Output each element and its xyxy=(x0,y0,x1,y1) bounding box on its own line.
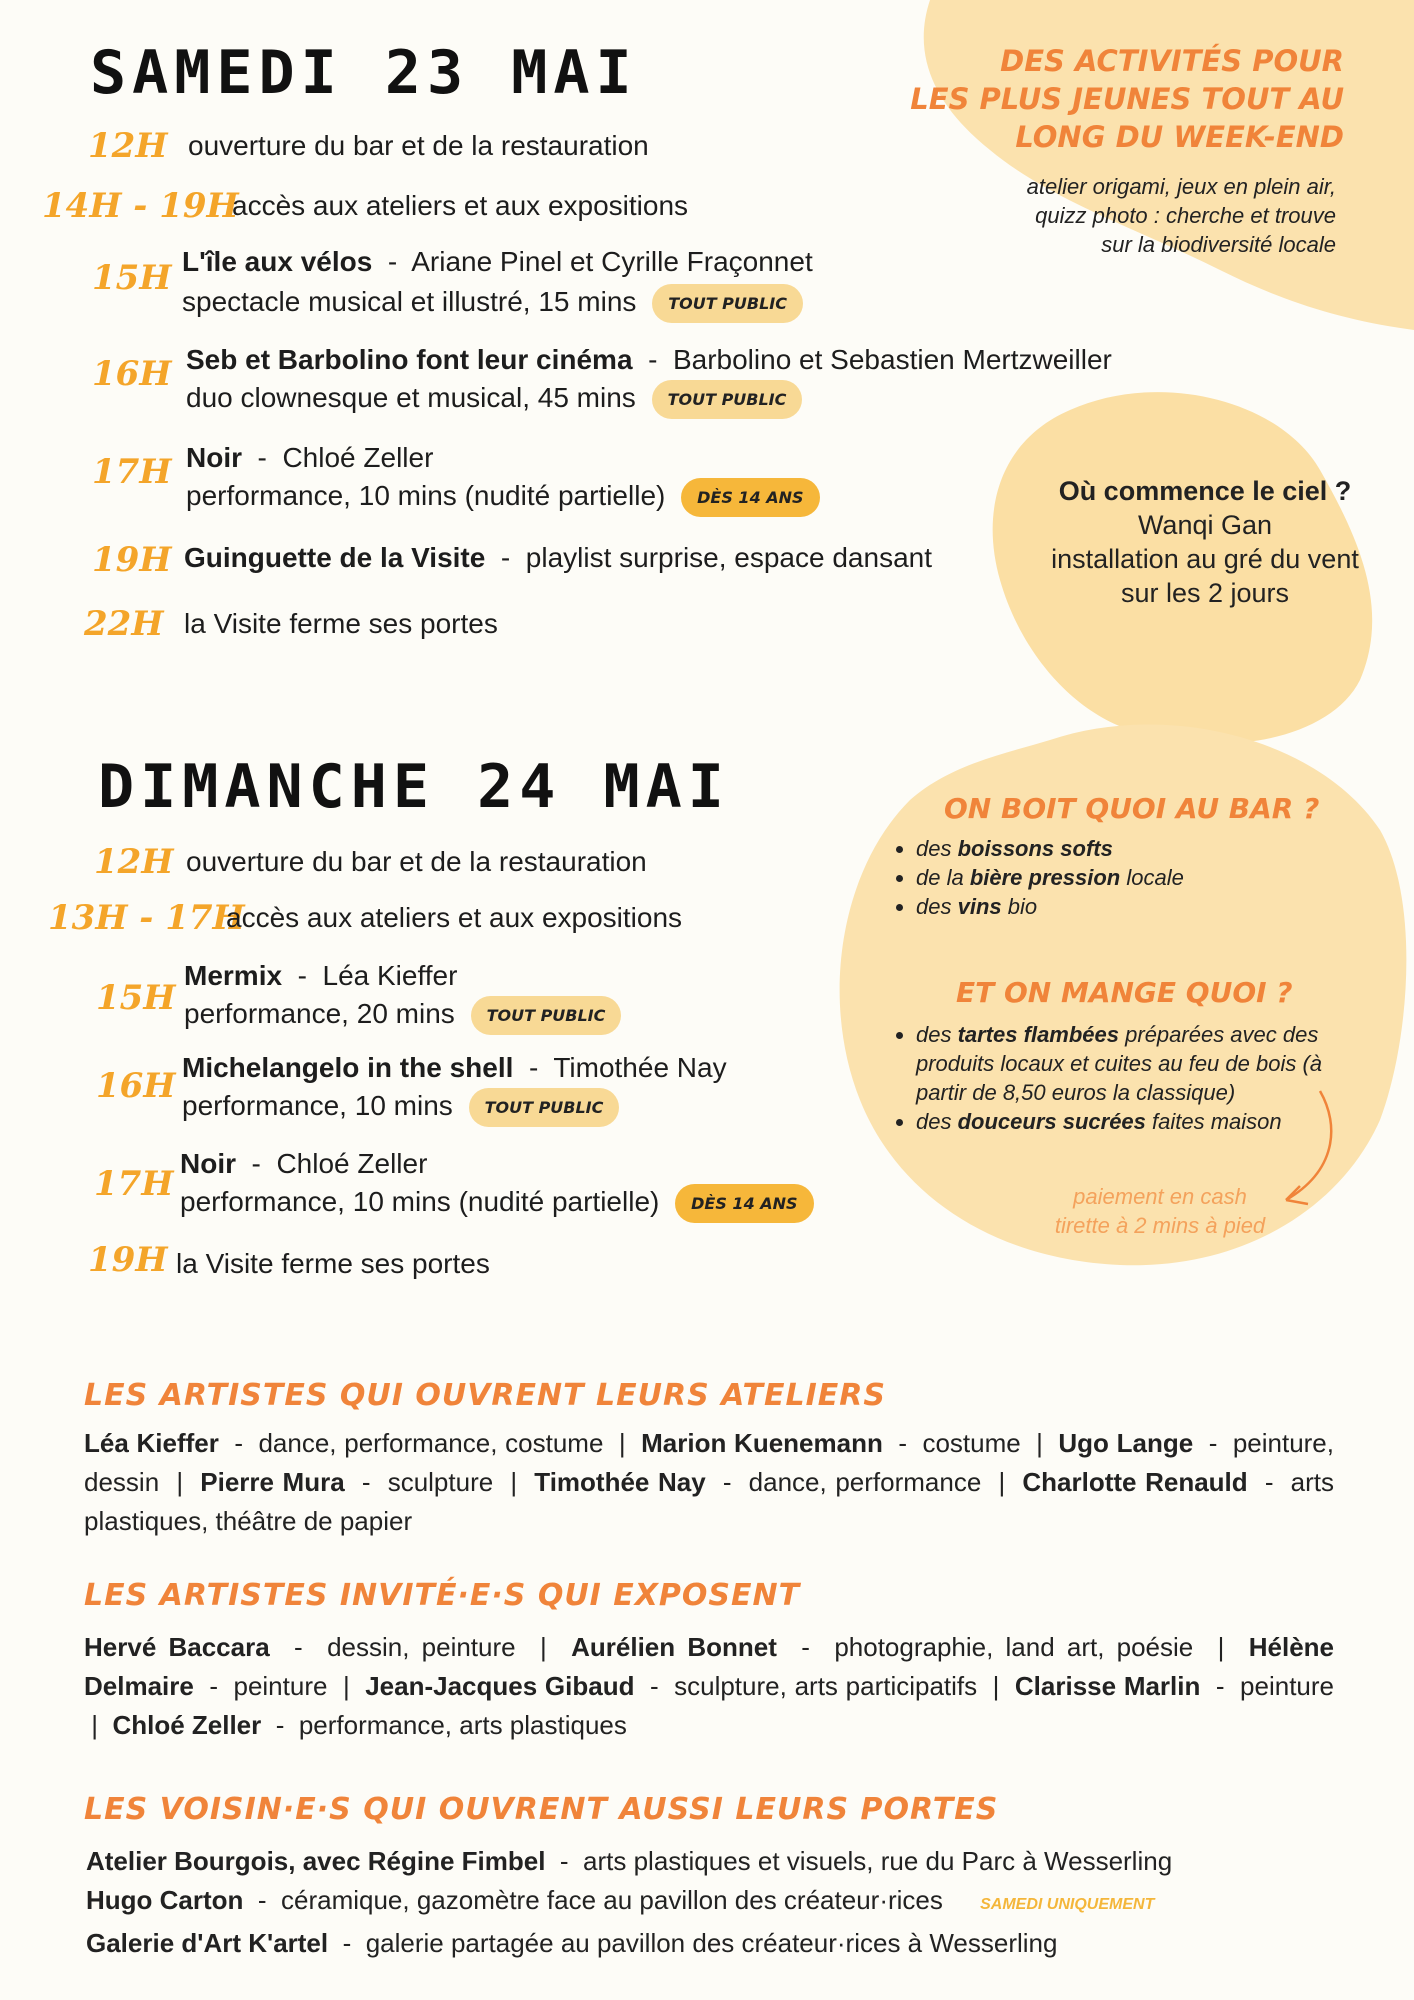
event-desc-line xyxy=(186,380,802,419)
samedi-note: SAMEDI UNIQUEMENT xyxy=(980,1896,1155,1913)
event-artist: Chloé Zeller xyxy=(282,442,434,473)
saturday-title: SAMEDI 23 MAI xyxy=(90,38,638,108)
event-text: la Visite ferme ses portes xyxy=(176,1248,490,1279)
event-desc-line xyxy=(182,284,803,323)
event-name: Seb et Barbolino font leur cinéma xyxy=(186,344,633,375)
event-name: Michelangelo in the shell xyxy=(182,1052,514,1083)
installation-box: Où commence le ciel ? Wanqi Gan installation au gré du vent sur les 2 jours xyxy=(1000,474,1410,610)
event-text: ouverture du bar et de la restauration xyxy=(188,130,649,161)
kids-title: DES ACTIVITÉS POUR LES PLUS JEUNES TOUT AU LONG DU WEEK-END xyxy=(910,44,1344,154)
drinks-list xyxy=(892,834,1372,921)
time-label: 14H - 19H xyxy=(42,186,239,226)
voisins-list xyxy=(86,1842,1172,1963)
list-item: Atelier Bourgois, avec Régine Fimbel - arts plastiques et visuels, rue du Parc à Wesserling xyxy=(86,1846,1173,1876)
payment-note: paiement en cash tirette à 2 mins à pied xyxy=(1054,1184,1266,1238)
event-text: la Visite ferme ses portes xyxy=(184,608,498,639)
time-label: 19H xyxy=(88,1240,168,1280)
audience-badge: TOUT PUBLIC xyxy=(471,996,622,1035)
invites-title: LES ARTISTES INVITÉ·E·S QUI EXPOSENT xyxy=(84,1578,801,1613)
event-line: Noir - Chloé Zeller xyxy=(180,1148,428,1179)
event-line: Noir - Chloé Zeller xyxy=(186,442,434,473)
list-item: Hugo Carton - céramique, gazomètre face au pavillon des créateur·rices SAMEDI UNIQUEMENT xyxy=(86,1885,1155,1915)
time-label: 17H xyxy=(92,452,172,492)
event-artist: Léa Kieffer xyxy=(322,960,458,991)
event-name: Noir xyxy=(186,442,242,473)
event-desc: spectacle musical et illustré, 15 mins xyxy=(182,285,637,317)
event-line: L'île aux vélos - Ariane Pinel et Cyrille Fraçonnet xyxy=(182,246,813,277)
event-artist: Barbolino et Sebastien Mertzweiller xyxy=(672,344,1112,375)
event-name: Noir xyxy=(180,1148,236,1179)
sunday-title: DIMANCHE 24 MAI xyxy=(98,752,730,822)
time-label: 16H xyxy=(92,354,172,394)
event-line: Michelangelo in the shell - Timothée Nay xyxy=(182,1052,727,1083)
audience-badge: TOUT PUBLIC xyxy=(469,1088,620,1127)
event-line: Mermix - Léa Kieffer xyxy=(184,960,458,991)
event-text: ouverture du bar et de la restauration xyxy=(186,846,647,877)
event-name: L'île aux vélos xyxy=(182,246,373,277)
time-label: 17H xyxy=(94,1164,174,1204)
event-artist: Timothée Nay xyxy=(553,1052,727,1083)
time-label: 13H - 17H xyxy=(48,898,245,938)
event-desc-line xyxy=(180,1184,814,1223)
event-artist: Chloé Zeller xyxy=(276,1148,428,1179)
event-artist: playlist surprise, espace dansant xyxy=(525,542,932,573)
event-desc: duo clownesque et musical, 45 mins xyxy=(186,381,636,413)
event-line: Seb et Barbolino font leur cinéma - Barbolino et Sebastien Mertzweiller xyxy=(186,344,1112,375)
time-label: 15H xyxy=(92,258,172,298)
event-artist: Ariane Pinel et Cyrille Fraçonnet xyxy=(411,246,813,277)
drinks-title: ON BOIT QUOI AU BAR ? xyxy=(944,792,1320,825)
event-desc: performance, 10 mins (nudité partielle) xyxy=(180,1185,660,1217)
list-item: • des boissons softs xyxy=(916,834,1372,863)
audience-badge: TOUT PUBLIC xyxy=(652,380,803,419)
event-line: Guinguette de la Visite - playlist surprise, espace dansant xyxy=(184,542,932,573)
time-label: 16H xyxy=(96,1066,176,1106)
audience-badge: DÈS 14 ANS xyxy=(675,1184,813,1223)
event-desc-line xyxy=(186,478,820,517)
voisins-title: LES VOISIN·E·S QUI OUVRENT AUSSI LEURS PORTES xyxy=(84,1792,999,1827)
event-desc: performance, 20 mins xyxy=(184,997,455,1029)
ateliers-list: Léa Kieffer - dance, performance, costume | Marion Kuenemann - costume | Ugo Lange - peinture, dessin | Pierre Mura - sculpture | Timothée Nay - dance, performance | Charlotte Renauld - arts plastiques, théâtre de papier xyxy=(84,1428,1334,1536)
time-label: 15H xyxy=(96,978,176,1018)
list-item: • des tartes flambées préparées avec des produits locaux et cuites au feu de bois (à partir de 8,50 euros la classique) xyxy=(916,1020,1352,1107)
time-label: 19H xyxy=(92,540,172,580)
kids-text: atelier origami, jeux en plein air, quizz photo : cherche et trouve sur la biodiversité locale xyxy=(1026,174,1336,257)
invites-list: Hervé Baccara - dessin, peinture | Aurélien Bonnet - photographie, land art, poésie | Hélène Delmaire - peinture | Jean-Jacques Gibaud - sculpture, arts participatifs | Clarisse Marlin - peinture | Chloé Zeller - performance, arts plastiques xyxy=(84,1632,1335,1740)
installation-artist: Wanqi Gan xyxy=(1137,510,1273,540)
installation-title: Où commence le ciel ? xyxy=(1058,476,1352,506)
time-label: 12H xyxy=(88,126,168,166)
audience-badge: TOUT PUBLIC xyxy=(652,284,803,323)
time-label: 22H xyxy=(84,604,164,644)
list-item: Galerie d'Art K'artel - galerie partagée au pavillon des créateur·rices à Wesserling xyxy=(86,1928,1058,1958)
event-name: Guinguette de la Visite xyxy=(184,542,486,573)
event-desc-line xyxy=(182,1088,619,1127)
ateliers-title: LES ARTISTES QUI OUVRENT LEURS ATELIERS xyxy=(84,1378,886,1413)
event-text: accès aux ateliers et aux expositions xyxy=(226,902,683,933)
list-item: • des douceurs sucrées faites maison xyxy=(916,1107,1352,1136)
event-desc-line xyxy=(184,996,621,1035)
list-item: • des vins bio xyxy=(916,892,1372,921)
event-desc: performance, 10 mins (nudité partielle) xyxy=(186,479,666,511)
audience-badge: DÈS 14 ANS xyxy=(681,478,819,517)
event-name: Mermix xyxy=(184,960,283,991)
list-item: • de la bière pression locale xyxy=(916,863,1372,892)
event-desc: performance, 10 mins xyxy=(182,1089,453,1121)
event-text: accès aux ateliers et aux expositions xyxy=(232,190,689,221)
food-title: ET ON MANGE QUOI ? xyxy=(956,976,1293,1009)
time-label: 12H xyxy=(94,842,174,882)
